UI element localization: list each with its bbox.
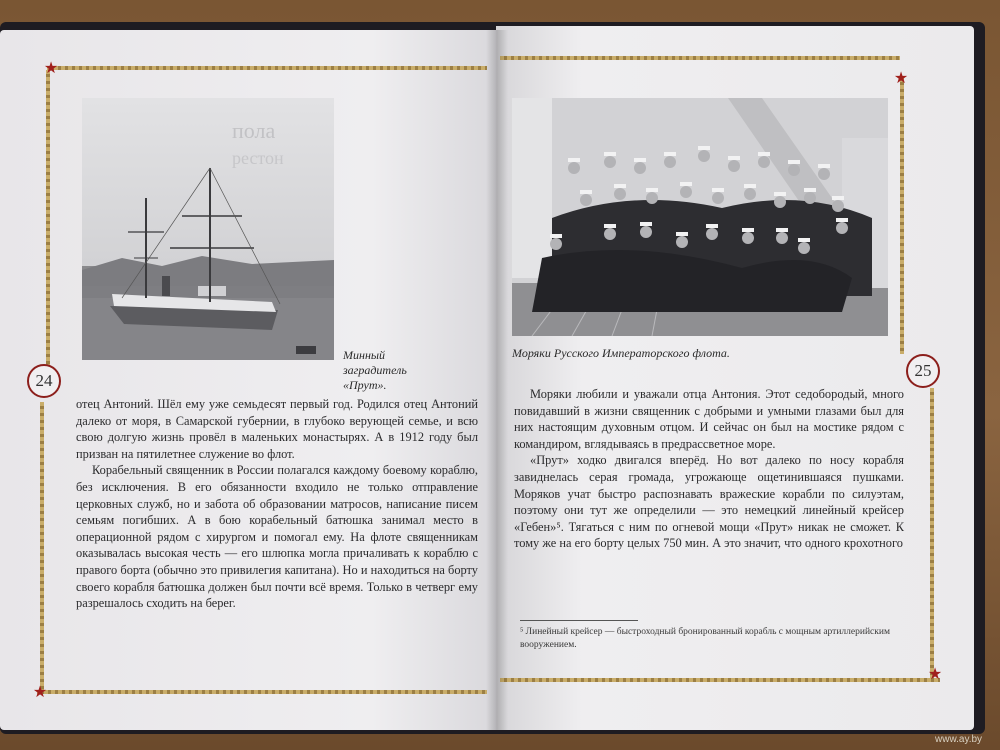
- star-icon: ★: [32, 682, 48, 701]
- caption-line: заградитель: [343, 363, 407, 377]
- svg-text:пола: пола: [232, 118, 276, 143]
- frame-rope-bottom-right: [500, 678, 940, 682]
- paragraph: «Прут» ходко двигался вперёд. Но вот далеко по носу корабля завиднелась серая громада, угрожающе ощетинившаяся пушками. Моряков учат быстро распознавать вражеские корабли по силуэтам, поэтому они тут же определили — это немецкий линейный крейсер «Гебен»⁵. Тягаться с ним по огневой мощи «Прут» никак не сможет. К тому же на его борту целых 750 мин. А это значит, что одного крохотного: [514, 453, 904, 551]
- page-number-left: 24: [27, 364, 61, 398]
- photo-caption-right: Моряки Русского Императорского флота.: [512, 346, 730, 360]
- frame-rope-side-right-lower: [930, 388, 934, 678]
- frame-rope-bottom-left: [37, 690, 487, 694]
- right-page: [496, 26, 974, 730]
- watermark: www.ay.by: [935, 734, 983, 745]
- paragraph: Моряки любили и уважали отца Антония. Этот седобородый, много повидавший в жизни священник с добрыми и умными глазами был для них настоящим духовным отцом. И сейчас он был на мостике рядом с командиром, вглядываясь в предрассветное море.: [514, 387, 904, 451]
- star-icon: ★: [927, 664, 943, 683]
- left-body-text: [76, 396, 478, 612]
- frame-rope-side-right-upper: [900, 78, 904, 354]
- frame-rope-side-left-upper: [46, 70, 50, 370]
- caption-line: «Прут».: [343, 378, 387, 392]
- book-gutter: [486, 30, 508, 730]
- photo-sailors-group: [512, 98, 888, 336]
- paragraph: Корабельный священник в России полагался каждому боевому кораблю, без исключения. В его обязанности входило не только отправление церковных служб, но и забота об образовании матросов, написание писем семьям погибших. А в бою корабельный батюшка занимал место в операционной рядом с хирургом и помогал ему. На флоте священникам оказывалась высокая честь — его шлюпка могла причаливать к кораблю с правого борта (обычно это привилегия капитана). Но и находиться на борту своего корабля батюшка должен был почти всё время. Только в четверг ему разрешалось сходить на берег.: [76, 463, 478, 611]
- photo-caption-left: [343, 348, 433, 393]
- star-icon: ★: [43, 58, 59, 77]
- footnote-divider: [520, 620, 638, 621]
- caption-line: Минный: [343, 348, 386, 362]
- frame-rope-top-left: [47, 66, 487, 70]
- frame-rope-top-right: [500, 56, 900, 60]
- footnote: ⁵ Линейный крейсер — быстроходный бронированный корабль с мощным артиллерийским вооружением.: [520, 627, 890, 650]
- svg-text:рестон: рестон: [232, 148, 284, 168]
- page-number-right: 25: [906, 354, 940, 388]
- star-icon: ★: [893, 68, 909, 87]
- right-body-text: [514, 386, 904, 552]
- paragraph: отец Антоний. Шёл ему уже семьдесят первый год. Родился отец Антоний далеко от моря, в Самарской губернии, в глубоко верующей семье, и всю свою долгую жизнь провёл в маленьких монастырях. А в 1912 году был призван на пятилетнее служение во флот.: [76, 397, 478, 461]
- photo-minelayer-prut: [82, 98, 334, 360]
- left-page: [0, 30, 496, 730]
- frame-rope-side-left-lower: [40, 402, 44, 692]
